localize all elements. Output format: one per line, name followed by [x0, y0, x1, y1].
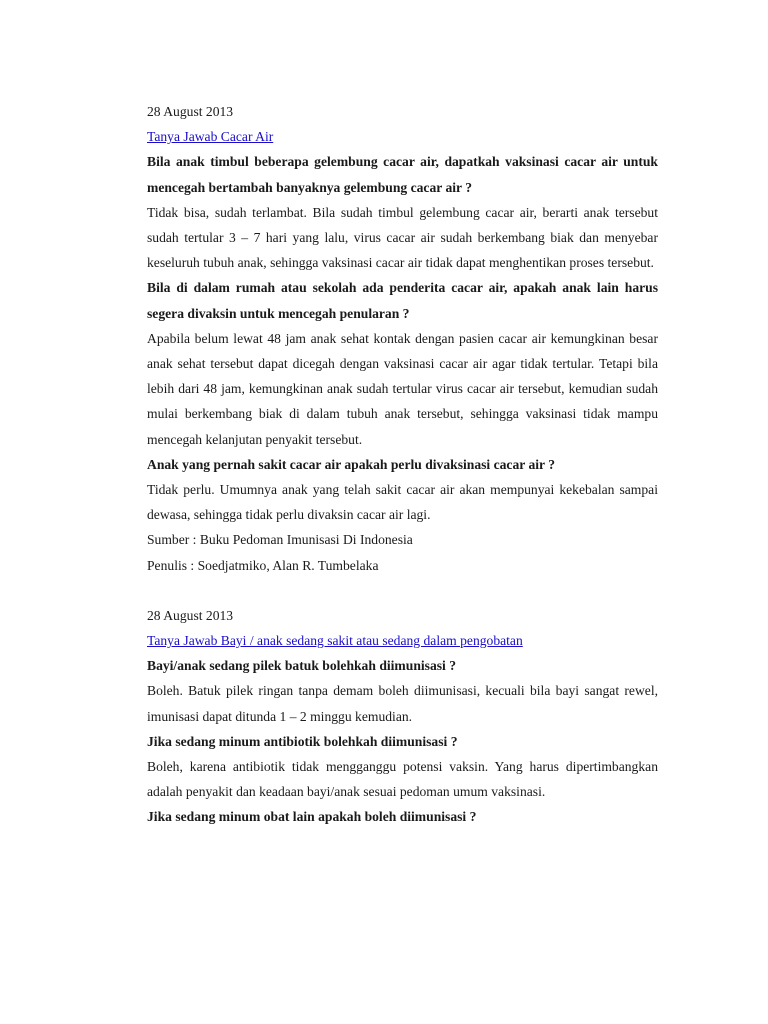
post-title-link[interactable]: Tanya Jawab Bayi / anak sedang sakit atau sedang dalam pengobatan [147, 633, 523, 649]
question: Jika sedang minum obat lain apakah boleh diimunisasi ? [147, 809, 477, 825]
answer: Tidak bisa, sudah terlambat. Bila sudah timbul gelembung cacar air, berarti anak tersebut sudah tertular 3 – 7 hari yang lalu, virus cacar air sudah berkembang biak dan menyebar keseluruh tubuh anak, sehingga vaksinasi cacar air tidak dapat menghentikan proses tersebut. [147, 204, 658, 271]
question: Bila anak timbul beberapa gelembung cacar air, dapatkah vaksinasi cacar air untuk mencegah bertambah banyaknya gelembung cacar air ? [147, 154, 658, 195]
answer: Tidak perlu. Umumnya anak yang telah sakit cacar air akan mempunyai kekebalan sampai dewasa, sehingga tidak perlu divaksin cacar air lagi. [147, 482, 658, 523]
document-page [147, 99, 658, 830]
question: Bayi/anak sedang pilek batuk bolehkah diimunisasi ? [147, 658, 456, 674]
question: Anak yang pernah sakit cacar air apakah perlu divaksinasi cacar air ? [147, 456, 555, 472]
answer: Boleh. Batuk pilek ringan tanpa demam boleh diimunisasi, kecuali bila bayi sangat rewel, imunisasi dapat ditunda 1 – 2 minggu kemudian. [147, 683, 658, 724]
question: Jika sedang minum antibiotik bolehkah diimunisasi ? [147, 733, 458, 749]
post-date: 28 August 2013 [147, 607, 234, 623]
section-spacer [147, 578, 658, 603]
post-date: 28 August 2013 [147, 104, 234, 119]
source-line: Sumber : Buku Pedoman Imunisasi Di Indonesia [147, 532, 413, 548]
post-bayi-sakit [147, 603, 658, 830]
question: Bila di dalam rumah atau sekolah ada penderita cacar air, apakah anak lain harus segera divaksin untuk mencegah penularan ? [147, 280, 658, 321]
post-cacar-air [147, 99, 658, 578]
answer: Boleh, karena antibiotik tidak mengganggu potensi vaksin. Yang harus dipertimbangkan adalah penyakit dan keadaan bayi/anak sesuai pedoman umum vaksinasi. [147, 759, 658, 800]
post-title-link[interactable]: Tanya Jawab Cacar Air [147, 129, 274, 145]
answer: Apabila belum lewat 48 jam anak sehat kontak dengan pasien cacar air kemungkinan besar anak sehat tersebut dapat dicegah dengan vaksinasi cacar air agar tidak tertular. Tetapi bila lebih dari 48 jam, kemungkinan anak sudah tertular virus cacar air tersebut, kemudian sudah mulai berkembang biak di dalam tubuh anak tersebut, sehingga vaksinasi tidak mampu mencegah kelanjutan penyakit tersebut. [147, 330, 658, 447]
author-line: Penulis : Soedjatmiko, Alan R. Tumbelaka [147, 557, 379, 573]
